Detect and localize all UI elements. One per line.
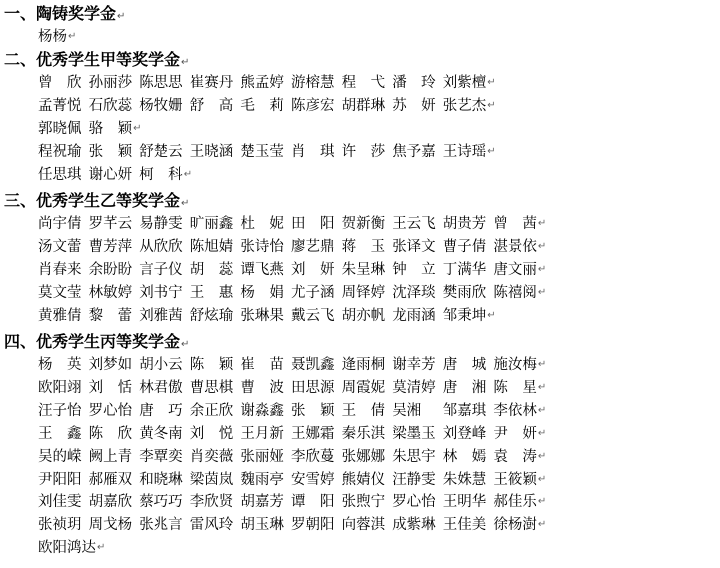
awardee-name: 余盼盼	[88, 261, 133, 278]
awardee-name: 苏 妍	[392, 97, 436, 114]
awardee-name: 易静雯	[139, 216, 183, 232]
awardee-name: 王云飞	[392, 216, 436, 232]
awardee-name: 王 惠	[189, 284, 234, 301]
awardee-name: 王月新	[240, 425, 284, 442]
awardee-name: 邹秉坤	[442, 307, 487, 324]
awardee-name: 熊婧仪	[341, 471, 386, 488]
awardee-name: 田思源	[291, 379, 335, 396]
awardee-name: 丁满华	[442, 261, 487, 278]
awardee-name: 聂凯鑫	[291, 357, 335, 373]
awardee-name: 沈泽琰	[392, 284, 436, 301]
awardee-name: 王 鑫	[38, 425, 82, 442]
awardee-name: 龙雨涵	[392, 307, 436, 324]
section-heading-text: 四、优秀学生丙等奖学金	[4, 332, 181, 351]
awardee-name: 胡群琳	[341, 97, 386, 114]
awardee-name: 蔡巧巧	[139, 494, 183, 511]
awardee-name: 罗心怡	[88, 402, 133, 419]
awardee-name: 秦乐淇	[341, 425, 386, 442]
awardee-name: 从欣欣	[139, 238, 183, 255]
awardee-name: 欧阳鸿达	[38, 540, 96, 557]
paragraph-mark-icon: ↵	[537, 404, 547, 416]
awardee-name: 任思琪	[38, 166, 82, 183]
awardee-name: 陈 欣	[88, 425, 133, 442]
paragraph-mark-icon: ↵	[181, 339, 190, 350]
awardee-name: 程 弋	[341, 75, 386, 91]
awardee-name: 谢心妍	[88, 166, 133, 183]
awardee-name: 胡亦帆	[341, 307, 386, 324]
paragraph-mark-icon: ↵	[133, 122, 142, 134]
awardee-name: 旷丽鑫	[189, 216, 234, 232]
awardee-name: 刘 恬	[88, 379, 133, 396]
section-heading	[4, 191, 189, 214]
awardee-name: 邹嘉琪	[442, 402, 487, 419]
paragraph-mark-icon: ↵	[537, 218, 547, 229]
awardee-name: 刘书宁	[139, 284, 183, 301]
awardee-name: 李依林	[493, 402, 537, 419]
awardee-name: 陈彦宏	[291, 97, 335, 114]
awardee-name: 莫文莹	[38, 284, 82, 301]
awardee-name: 湛景依	[493, 238, 537, 255]
awardee-name: 张 颖	[291, 402, 335, 419]
awardee-name: 王 倩	[341, 402, 386, 419]
awardee-name: 张琳果	[240, 307, 284, 324]
awardee-name: 施汝梅	[493, 357, 537, 373]
awardee-name: 唐 巧	[139, 402, 183, 419]
awardee-name: 曾 茜	[493, 216, 537, 232]
awardee-name: 熊孟婷	[240, 75, 284, 91]
awardee-name: 潘 玲	[392, 75, 436, 91]
awardee-name: 张祯玥	[38, 517, 82, 534]
awardee-name: 郝雁双	[88, 471, 133, 488]
awardee-name: 朱思宇	[392, 448, 436, 465]
awardee-name: 周铎婷	[341, 284, 386, 301]
awardee-name: 曹芳萍	[88, 238, 133, 255]
awardee-name: 谢幸芳	[392, 357, 436, 373]
awardee-name: 周戈杨	[88, 517, 133, 534]
awardee-name: 欧阳翊	[38, 379, 82, 396]
awardee-name: 安雪婷	[291, 471, 335, 488]
awardee-name: 吴的嵘	[38, 448, 82, 465]
awardee-name: 张诗怡	[240, 238, 284, 255]
awardee-name: 杨 英	[38, 357, 82, 373]
awardee-name: 尚宇倩	[38, 216, 82, 232]
awardee-name: 黎 蕾	[88, 307, 133, 324]
paragraph-mark-icon: ↵	[537, 519, 547, 531]
awardee-name: 王诗瑶	[442, 143, 487, 160]
awardee-name: 唐 湘	[442, 379, 487, 396]
awardee-name: 言子仪	[139, 261, 183, 278]
awardee-name: 王佳美	[442, 517, 487, 534]
awardee-name: 张兆言	[139, 517, 183, 534]
paragraph-mark-icon: ↵	[68, 31, 77, 42]
awardee-name: 袁 涛	[493, 448, 537, 465]
awardee-name: 徐杨澍	[493, 517, 537, 534]
awardee-name: 曹子倩	[442, 238, 487, 255]
awardee-name: 尤子涵	[291, 284, 335, 301]
section-heading	[4, 4, 125, 27]
awardee-name: 和晓琳	[139, 471, 183, 488]
awardee-name: 胡 蕊	[189, 261, 234, 278]
awardee-name: 骆 颖	[88, 120, 133, 137]
awardee-name: 刘佳雯	[38, 494, 82, 511]
awardee-name: 周霞妮	[341, 379, 386, 396]
awardee-name: 刘 悦	[189, 425, 234, 442]
awardee-name: 张煦宁	[341, 494, 386, 511]
awardee-name: 樊雨欣	[442, 284, 487, 301]
paragraph-mark-icon: ↵	[183, 168, 193, 180]
awardee-name: 田 阳	[291, 216, 335, 232]
awardee-name: 肖春来	[38, 261, 82, 278]
awardee-name: 谢淼鑫	[240, 402, 284, 419]
paragraph-mark-icon: ↵	[537, 286, 547, 298]
awardee-name: 李覃奕	[139, 448, 183, 465]
awardee-name: 曹 波	[240, 379, 284, 396]
paragraph-mark-icon: ↵	[537, 427, 547, 439]
awardee-name: 罗心怡	[392, 494, 436, 511]
awardee-name: 唐文丽	[493, 261, 537, 278]
paragraph-mark-icon: ↵	[537, 263, 547, 275]
awardee-name: 楚玉莹	[240, 143, 284, 160]
awardee-name: 谭飞燕	[240, 261, 284, 278]
awardee-name: 雷风玲	[189, 517, 234, 534]
awardee-name: 刘紫檀	[442, 75, 487, 91]
awardee-name: 张娜娜	[341, 448, 386, 465]
awardee-name: 谭 阳	[291, 494, 335, 511]
awardee-name: 李欣贤	[189, 494, 234, 511]
awardee-name: 游榕慧	[291, 75, 335, 91]
awardee-name: 阙上青	[88, 448, 133, 465]
awardee-name: 孙丽莎	[88, 75, 133, 91]
awardee-name: 张译文	[392, 238, 436, 255]
awardee-name: 尹 妍	[493, 425, 537, 442]
paragraph-mark-icon: ↵	[181, 198, 190, 209]
paragraph-mark-icon: ↵	[487, 77, 496, 88]
awardee-name: 朱呈琳	[341, 261, 386, 278]
awardee-name: 刘登峰	[442, 425, 487, 442]
awardee-name: 舒 高	[189, 97, 234, 114]
awardee-name: 王明华	[442, 494, 487, 511]
awardee-name: 毛 莉	[240, 97, 284, 114]
awardee-name: 向蓉淇	[341, 517, 386, 534]
awardee-name: 汪静雯	[392, 471, 436, 488]
awardee-name: 陈 星	[493, 379, 537, 396]
awardee-name: 张艺杰	[442, 97, 487, 114]
awardee-name: 罗朝阳	[291, 517, 335, 534]
awardee-name: 曾 欣	[38, 75, 82, 91]
awardee-name: 刘 妍	[291, 261, 335, 278]
paragraph-mark-icon: ↵	[181, 57, 190, 68]
awardee-name: 黄冬南	[139, 425, 183, 442]
awardee-name: 唐 城	[442, 357, 487, 373]
awardee-name: 胡贵芳	[442, 216, 487, 232]
awardee-name: 林 嫣	[442, 448, 487, 465]
awardee-name: 王晓涵	[189, 143, 234, 160]
awardee-name: 陈旭婧	[189, 238, 234, 255]
awardee-name: 吴湘	[392, 402, 422, 419]
paragraph-mark-icon: ↵	[537, 359, 547, 370]
awardee-name: 梁茵岚	[189, 471, 234, 488]
awardee-name: 肖奕薇	[189, 448, 234, 465]
awardee-name: 钟 立	[392, 261, 436, 278]
awardee-name: 崔赛丹	[189, 75, 234, 91]
awardee-name: 曹思棋	[189, 379, 234, 396]
awardee-name: 石欣蕊	[88, 97, 133, 114]
paragraph-mark-icon: ↵	[487, 145, 496, 157]
section-heading-text: 二、优秀学生甲等奖学金	[4, 50, 181, 69]
awardee-name: 张 颖	[88, 143, 133, 160]
awardee-name: 胡玉琳	[240, 517, 284, 534]
awardee-name: 林君傲	[139, 379, 183, 396]
awardee-name: 胡嘉芳	[240, 494, 284, 511]
awardee-name: 杨杨	[38, 29, 67, 45]
awardee-name: 孟菁悦	[38, 97, 82, 114]
paragraph-mark-icon: ↵	[537, 496, 547, 508]
awardee-name: 汪子怡	[38, 402, 82, 419]
awardee-name: 罗芊云	[88, 216, 133, 232]
awardee-name: 柯 科	[139, 166, 183, 183]
awardee-name: 焦予嘉	[392, 143, 436, 160]
awardee-name: 尹阳阳	[38, 471, 82, 488]
paragraph-mark-icon: ↵	[97, 542, 106, 554]
awardee-name: 刘梦如	[88, 357, 133, 373]
awardee-name: 王筱颖	[493, 471, 537, 488]
awardee-name: 陈思思	[139, 75, 183, 91]
awardee-name: 廖艺鼎	[291, 238, 335, 255]
paragraph-mark-icon: ↵	[537, 473, 547, 485]
awardee-name: 杜 妮	[240, 216, 284, 232]
section-heading-text: 一、陶铸奖学金	[4, 4, 117, 23]
awardee-name: 舒楚云	[139, 143, 183, 160]
awardee-name: 郝佳乐	[493, 494, 537, 511]
awardee-name: 贺新衡	[341, 216, 386, 232]
awardee-name: 莫清婷	[392, 379, 436, 396]
awardee-name: 魏雨亭	[240, 471, 284, 488]
section-heading	[4, 332, 189, 355]
awardee-name: 逄雨桐	[341, 357, 386, 373]
awardee-name: 许 莎	[341, 143, 386, 160]
awardee-name: 蒋 玉	[341, 238, 386, 255]
awardee-name: 陈禧阅	[493, 284, 537, 301]
awardee-name: 陈 颖	[189, 357, 234, 373]
paragraph-mark-icon: ↵	[537, 381, 547, 393]
awardee-name: 戴云飞	[291, 307, 335, 324]
awardee-name: 程祝瑜	[38, 143, 82, 160]
awardee-name: 余正欣	[189, 402, 234, 419]
awardee-name: 张丽娅	[240, 448, 284, 465]
awardee-name: 崔 苗	[240, 357, 284, 373]
awardee-name: 郭晓佩	[38, 120, 82, 137]
paragraph-mark-icon: ↵	[487, 99, 496, 111]
paragraph-mark-icon: ↵	[487, 309, 496, 321]
paragraph-mark-icon: ↵	[117, 11, 126, 22]
awardee-name: 杨牧姗	[139, 97, 183, 114]
section-heading	[4, 50, 189, 73]
awardee-name: 舒炫瑜	[189, 307, 234, 324]
awardee-name: 黄雅倩	[38, 307, 82, 324]
awardee-name: 王娜霜	[291, 425, 335, 442]
section-heading-text: 三、优秀学生乙等奖学金	[4, 191, 181, 210]
awardee-name: 梁墨玉	[392, 425, 436, 442]
awardee-name: 胡小云	[139, 357, 183, 373]
awardee-name: 林敏婷	[88, 284, 133, 301]
awardee-name: 杨 娟	[240, 284, 284, 301]
paragraph-mark-icon: ↵	[537, 240, 547, 252]
awardee-name: 肖 琪	[291, 143, 335, 160]
awardee-name: 汤文蕾	[38, 238, 82, 255]
awardee-name: 成紫琳	[392, 517, 436, 534]
awardee-name: 胡嘉欣	[88, 494, 133, 511]
awardee-name: 朱姝慧	[442, 471, 487, 488]
awardee-name: 刘雅茜	[139, 307, 183, 324]
awardee-name: 李欣蔓	[291, 448, 335, 465]
paragraph-mark-icon: ↵	[537, 450, 547, 462]
